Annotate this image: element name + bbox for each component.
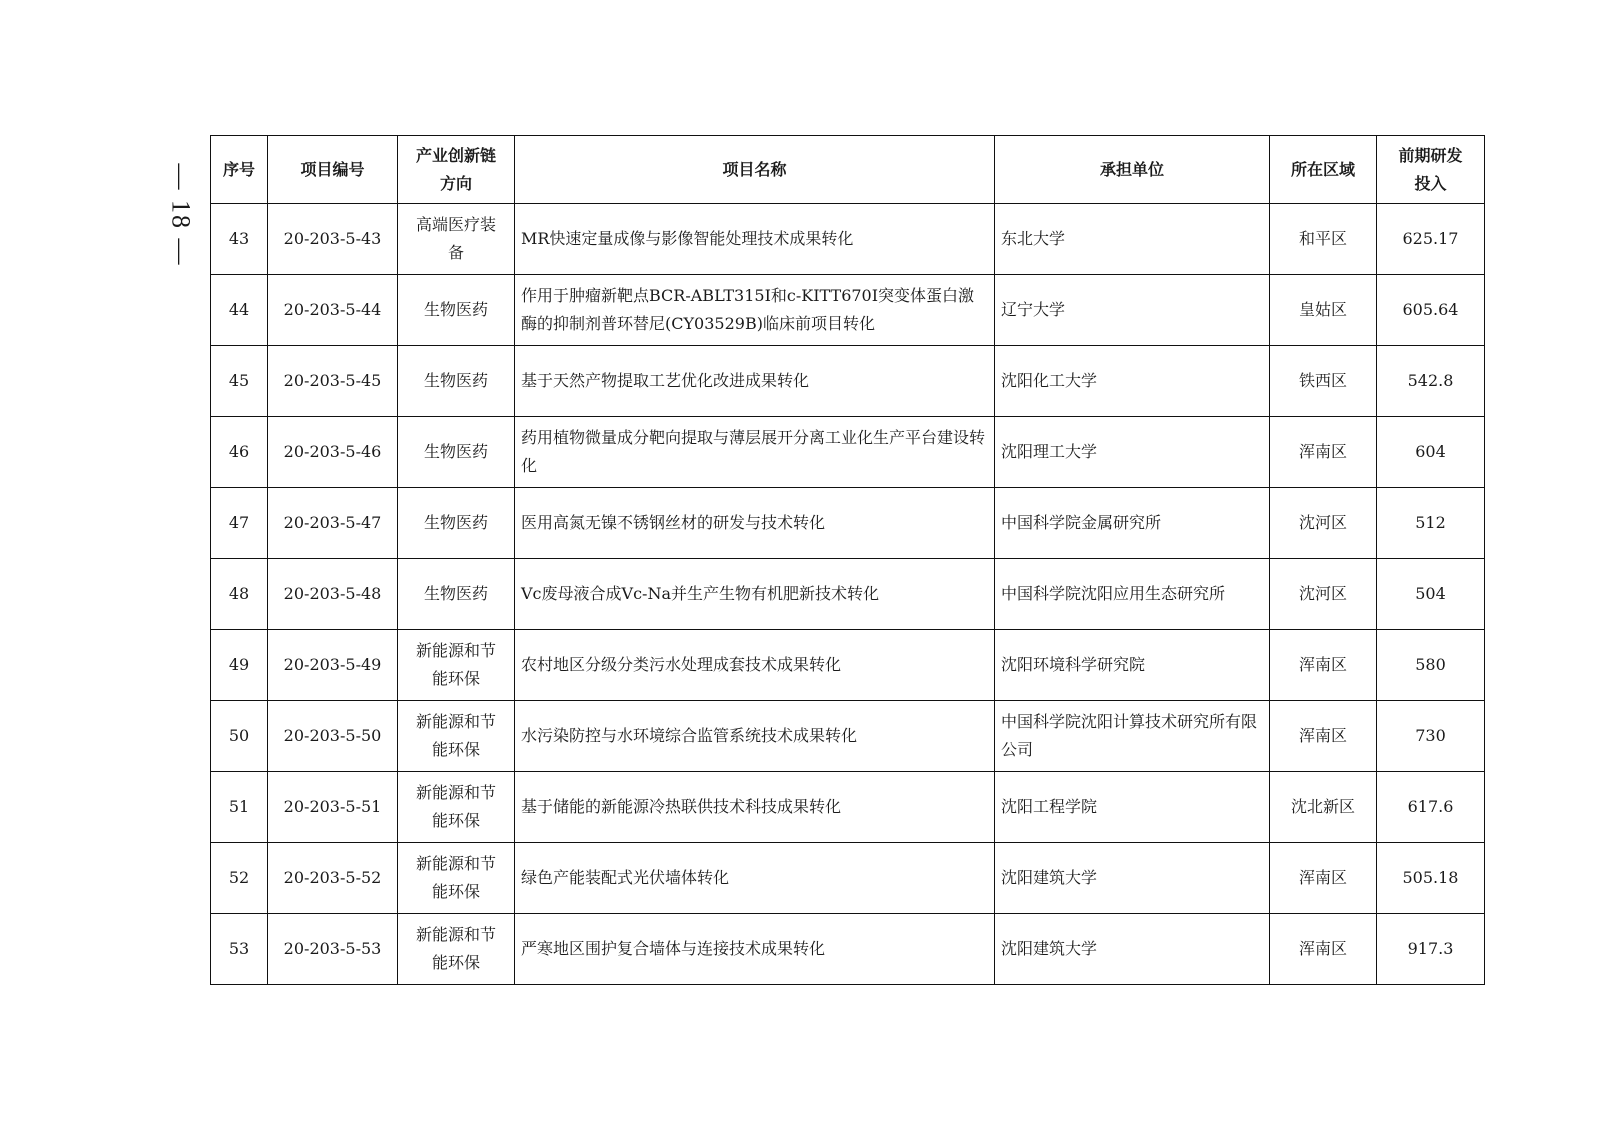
cell-code: 20-203-5-46 [268,417,398,488]
cell-direction: 新能源和节能环保 [398,701,515,772]
project-table [210,135,1485,985]
header-direction: 产业创新链方向 [398,136,515,204]
cell-name: 基于天然产物提取工艺优化改进成果转化 [515,346,995,417]
cell-code: 20-203-5-45 [268,346,398,417]
cell-seq: 48 [211,559,268,630]
cell-region: 和平区 [1270,204,1377,275]
cell-code: 20-203-5-47 [268,488,398,559]
cell-direction: 生物医药 [398,275,515,346]
cell-code: 20-203-5-44 [268,275,398,346]
table-row [211,772,1485,843]
cell-investment: 580 [1377,630,1485,701]
cell-unit: 东北大学 [995,204,1270,275]
cell-seq: 43 [211,204,268,275]
cell-unit: 辽宁大学 [995,275,1270,346]
cell-investment: 730 [1377,701,1485,772]
cell-name: 农村地区分级分类污水处理成套技术成果转化 [515,630,995,701]
cell-seq: 49 [211,630,268,701]
table-row [211,275,1485,346]
header-name: 项目名称 [515,136,995,204]
table-row [211,204,1485,275]
cell-name: 作用于肿瘤新靶点BCR-ABLT315I和c-KITT670I突变体蛋白激酶的抑制剂普环替尼(CY03529B)临床前项目转化 [515,275,995,346]
cell-name: 药用植物微量成分靶向提取与薄层展开分离工业化生产平台建设转化 [515,417,995,488]
cell-seq: 46 [211,417,268,488]
cell-region: 铁西区 [1270,346,1377,417]
cell-name: MR快速定量成像与影像智能处理技术成果转化 [515,204,995,275]
page-number [158,160,202,270]
cell-code: 20-203-5-48 [268,559,398,630]
cell-name: 医用高氮无镍不锈钢丝材的研发与技术转化 [515,488,995,559]
cell-seq: 44 [211,275,268,346]
cell-region: 浑南区 [1270,630,1377,701]
cell-name: 绿色产能装配式光伏墙体转化 [515,843,995,914]
cell-direction: 生物医药 [398,488,515,559]
cell-investment: 504 [1377,559,1485,630]
cell-seq: 47 [211,488,268,559]
header-code: 项目编号 [268,136,398,204]
table-row [211,914,1485,985]
cell-unit: 沈阳环境科学研究院 [995,630,1270,701]
cell-region: 皇姑区 [1270,275,1377,346]
cell-unit: 沈阳理工大学 [995,417,1270,488]
table-row [211,488,1485,559]
header-region: 所在区域 [1270,136,1377,204]
cell-direction: 高端医疗装备 [398,204,515,275]
cell-investment: 512 [1377,488,1485,559]
table-row [211,701,1485,772]
cell-unit: 中国科学院沈阳应用生态研究所 [995,559,1270,630]
cell-unit: 沈阳建筑大学 [995,914,1270,985]
cell-name: 水污染防控与水环境综合监管系统技术成果转化 [515,701,995,772]
cell-unit: 沈阳建筑大学 [995,843,1270,914]
cell-unit: 沈阳化工大学 [995,346,1270,417]
header-unit: 承担单位 [995,136,1270,204]
table-row [211,346,1485,417]
cell-name: 基于储能的新能源冷热联供技术科技成果转化 [515,772,995,843]
cell-region: 浑南区 [1270,701,1377,772]
cell-region: 沈河区 [1270,488,1377,559]
cell-direction: 生物医药 [398,346,515,417]
cell-direction: 生物医药 [398,417,515,488]
cell-direction: 新能源和节能环保 [398,772,515,843]
cell-name: Vc废母液合成Vc-Na并生产生物有机肥新技术转化 [515,559,995,630]
table-row [211,559,1485,630]
cell-region: 浑南区 [1270,417,1377,488]
cell-region: 沈河区 [1270,559,1377,630]
cell-direction: 新能源和节能环保 [398,914,515,985]
cell-direction: 生物医药 [398,559,515,630]
cell-unit: 中国科学院金属研究所 [995,488,1270,559]
cell-code: 20-203-5-50 [268,701,398,772]
cell-seq: 52 [211,843,268,914]
cell-investment: 604 [1377,417,1485,488]
cell-seq: 50 [211,701,268,772]
cell-unit: 中国科学院沈阳计算技术研究所有限公司 [995,701,1270,772]
cell-code: 20-203-5-43 [268,204,398,275]
header-investment: 前期研发投入 [1377,136,1485,204]
cell-unit: 沈阳工程学院 [995,772,1270,843]
cell-investment: 625.17 [1377,204,1485,275]
table-row [211,843,1485,914]
cell-seq: 45 [211,346,268,417]
cell-seq: 53 [211,914,268,985]
cell-code: 20-203-5-53 [268,914,398,985]
cell-seq: 51 [211,772,268,843]
cell-direction: 新能源和节能环保 [398,843,515,914]
cell-investment: 617.6 [1377,772,1485,843]
cell-region: 沈北新区 [1270,772,1377,843]
table-row [211,630,1485,701]
table-row [211,417,1485,488]
cell-code: 20-203-5-52 [268,843,398,914]
cell-region: 浑南区 [1270,843,1377,914]
page-number-text: — 18 — [166,163,195,267]
cell-region: 浑南区 [1270,914,1377,985]
cell-investment: 605.64 [1377,275,1485,346]
cell-investment: 917.3 [1377,914,1485,985]
cell-direction: 新能源和节能环保 [398,630,515,701]
cell-code: 20-203-5-51 [268,772,398,843]
cell-name: 严寒地区围护复合墙体与连接技术成果转化 [515,914,995,985]
cell-investment: 505.18 [1377,843,1485,914]
table-header-row [211,136,1485,204]
cell-investment: 542.8 [1377,346,1485,417]
header-seq: 序号 [211,136,268,204]
cell-code: 20-203-5-49 [268,630,398,701]
